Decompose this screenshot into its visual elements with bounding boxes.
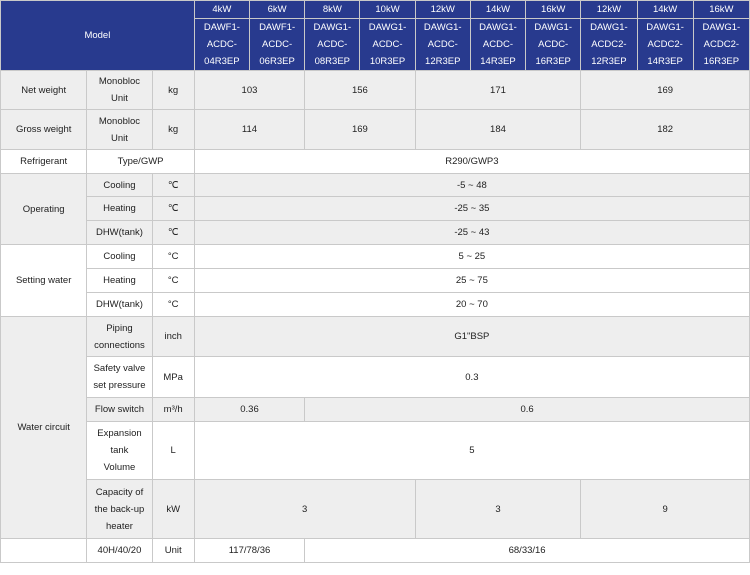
refrigerant-value: R290/GWP3	[194, 150, 749, 174]
expansion-tank-value: 5	[194, 422, 749, 480]
last-row-sub: 40H/40/20	[87, 539, 152, 563]
refrigerant-label: Refrigerant	[1, 150, 87, 174]
gross-weight-row	[1, 110, 750, 150]
water-circuit-row	[1, 317, 750, 357]
net-weight-value: 169	[581, 71, 750, 110]
gross-weight-value: 114	[194, 110, 304, 150]
piping-value: G1"BSP	[194, 317, 749, 357]
operating-item-name: DHW(tank)	[87, 221, 152, 245]
net-weight-label: Net weight	[1, 71, 87, 110]
model-name-cell: DAWG1- ACDC- 08R3EP	[305, 19, 360, 71]
net-weight-sub: Monobloc Unit	[87, 71, 152, 110]
capacity-cell: 12kW	[581, 1, 637, 19]
net-weight-unit: kg	[152, 71, 194, 110]
setting-water-item-value: 20 ~ 70	[194, 293, 749, 317]
flow-switch-name: Flow switch	[87, 398, 152, 422]
gross-weight-unit: kg	[152, 110, 194, 150]
capacity-cell: 12kW	[415, 1, 470, 19]
last-row-unit: Unit	[152, 539, 194, 563]
setting-water-item-name: Heating	[87, 269, 152, 293]
safety-valve-name: Safety valve set pressure	[87, 357, 152, 398]
capacity-header-row	[1, 1, 750, 19]
operating-item-name: Heating	[87, 197, 152, 221]
gross-weight-sub: Monobloc Unit	[87, 110, 152, 150]
operating-item-value: -25 ~ 43	[194, 221, 749, 245]
setting-water-item-unit: °C	[152, 293, 194, 317]
net-weight-row	[1, 71, 750, 110]
setting-water-label: Setting water	[1, 245, 87, 317]
safety-valve-unit: MPa	[152, 357, 194, 398]
last-row-value: 68/33/16	[305, 539, 750, 563]
water-circuit-row	[1, 398, 750, 422]
operating-item-value: -25 ~ 35	[194, 197, 749, 221]
capacity-cell: 14kW	[637, 1, 693, 19]
flow-switch-value: 0.6	[305, 398, 750, 422]
model-name-cell: DAWF1- ACDC- 04R3EP	[194, 19, 249, 71]
gross-weight-label: Gross weight	[1, 110, 87, 150]
net-weight-value: 103	[194, 71, 304, 110]
expansion-tank-name: Expansion tank Volume	[87, 422, 152, 480]
backup-heater-value: 3	[194, 480, 415, 539]
water-circuit-row	[1, 480, 750, 539]
net-weight-value: 156	[305, 71, 415, 110]
water-circuit-row	[1, 422, 750, 480]
piping-unit: inch	[152, 317, 194, 357]
capacity-cell: 6kW	[249, 1, 304, 19]
gross-weight-value: 184	[415, 110, 581, 150]
setting-water-item-name: DHW(tank)	[87, 293, 152, 317]
model-name-cell: DAWG1- ACDC- 16R3EP	[526, 19, 581, 71]
operating-item-value: -5 ~ 48	[194, 174, 749, 197]
operating-row	[1, 174, 750, 197]
flow-switch-unit: m³/h	[152, 398, 194, 422]
net-weight-value: 171	[415, 71, 581, 110]
operating-item-unit: ℃	[152, 221, 194, 245]
model-name-cell: DAWG1- ACDC- 12R3EP	[415, 19, 470, 71]
expansion-tank-unit: L	[152, 422, 194, 480]
capacity-cell: 14kW	[470, 1, 525, 19]
operating-label: Operating	[1, 174, 87, 245]
gross-weight-value: 169	[305, 110, 415, 150]
setting-water-row	[1, 245, 750, 269]
setting-water-row	[1, 293, 750, 317]
backup-heater-name: Capacity of the back-up heater	[87, 480, 152, 539]
last-row-label	[1, 539, 87, 563]
setting-water-item-unit: °C	[152, 245, 194, 269]
water-circuit-row	[1, 357, 750, 398]
capacity-cell: 10kW	[360, 1, 415, 19]
refrigerant-sub: Type/GWP	[87, 150, 194, 174]
operating-item-name: Cooling	[87, 174, 152, 197]
setting-water-item-value: 25 ~ 75	[194, 269, 749, 293]
refrigerant-row	[1, 150, 750, 174]
capacity-cell: 4kW	[194, 1, 249, 19]
piping-name: Piping connections	[87, 317, 152, 357]
capacity-cell: 16kW	[526, 1, 581, 19]
operating-row	[1, 221, 750, 245]
flow-switch-value: 0.36	[194, 398, 304, 422]
model-label: Model	[1, 1, 195, 71]
setting-water-item-name: Cooling	[87, 245, 152, 269]
last-row	[1, 539, 750, 563]
capacity-cell: 16kW	[693, 1, 749, 19]
operating-item-unit: ℃	[152, 174, 194, 197]
operating-item-unit: ℃	[152, 197, 194, 221]
model-name-cell: DAWG1- ACDC2- 12R3EP	[581, 19, 637, 71]
backup-heater-value: 9	[581, 480, 750, 539]
safety-valve-value: 0.3	[194, 357, 749, 398]
setting-water-row	[1, 269, 750, 293]
model-name-cell: DAWG1- ACDC- 14R3EP	[470, 19, 525, 71]
capacity-cell: 8kW	[305, 1, 360, 19]
setting-water-item-value: 5 ~ 25	[194, 245, 749, 269]
water-circuit-label: Water circuit	[1, 317, 87, 539]
gross-weight-value: 182	[581, 110, 750, 150]
model-name-cell: DAWF1- ACDC- 06R3EP	[249, 19, 304, 71]
model-name-cell: DAWG1- ACDC2- 16R3EP	[693, 19, 749, 71]
backup-heater-value: 3	[415, 480, 581, 539]
backup-heater-unit: kW	[152, 480, 194, 539]
last-row-value: 117/78/36	[194, 539, 304, 563]
setting-water-item-unit: °C	[152, 269, 194, 293]
model-name-cell: DAWG1- ACDC- 10R3EP	[360, 19, 415, 71]
model-name-cell: DAWG1- ACDC2- 14R3EP	[637, 19, 693, 71]
operating-row	[1, 197, 750, 221]
